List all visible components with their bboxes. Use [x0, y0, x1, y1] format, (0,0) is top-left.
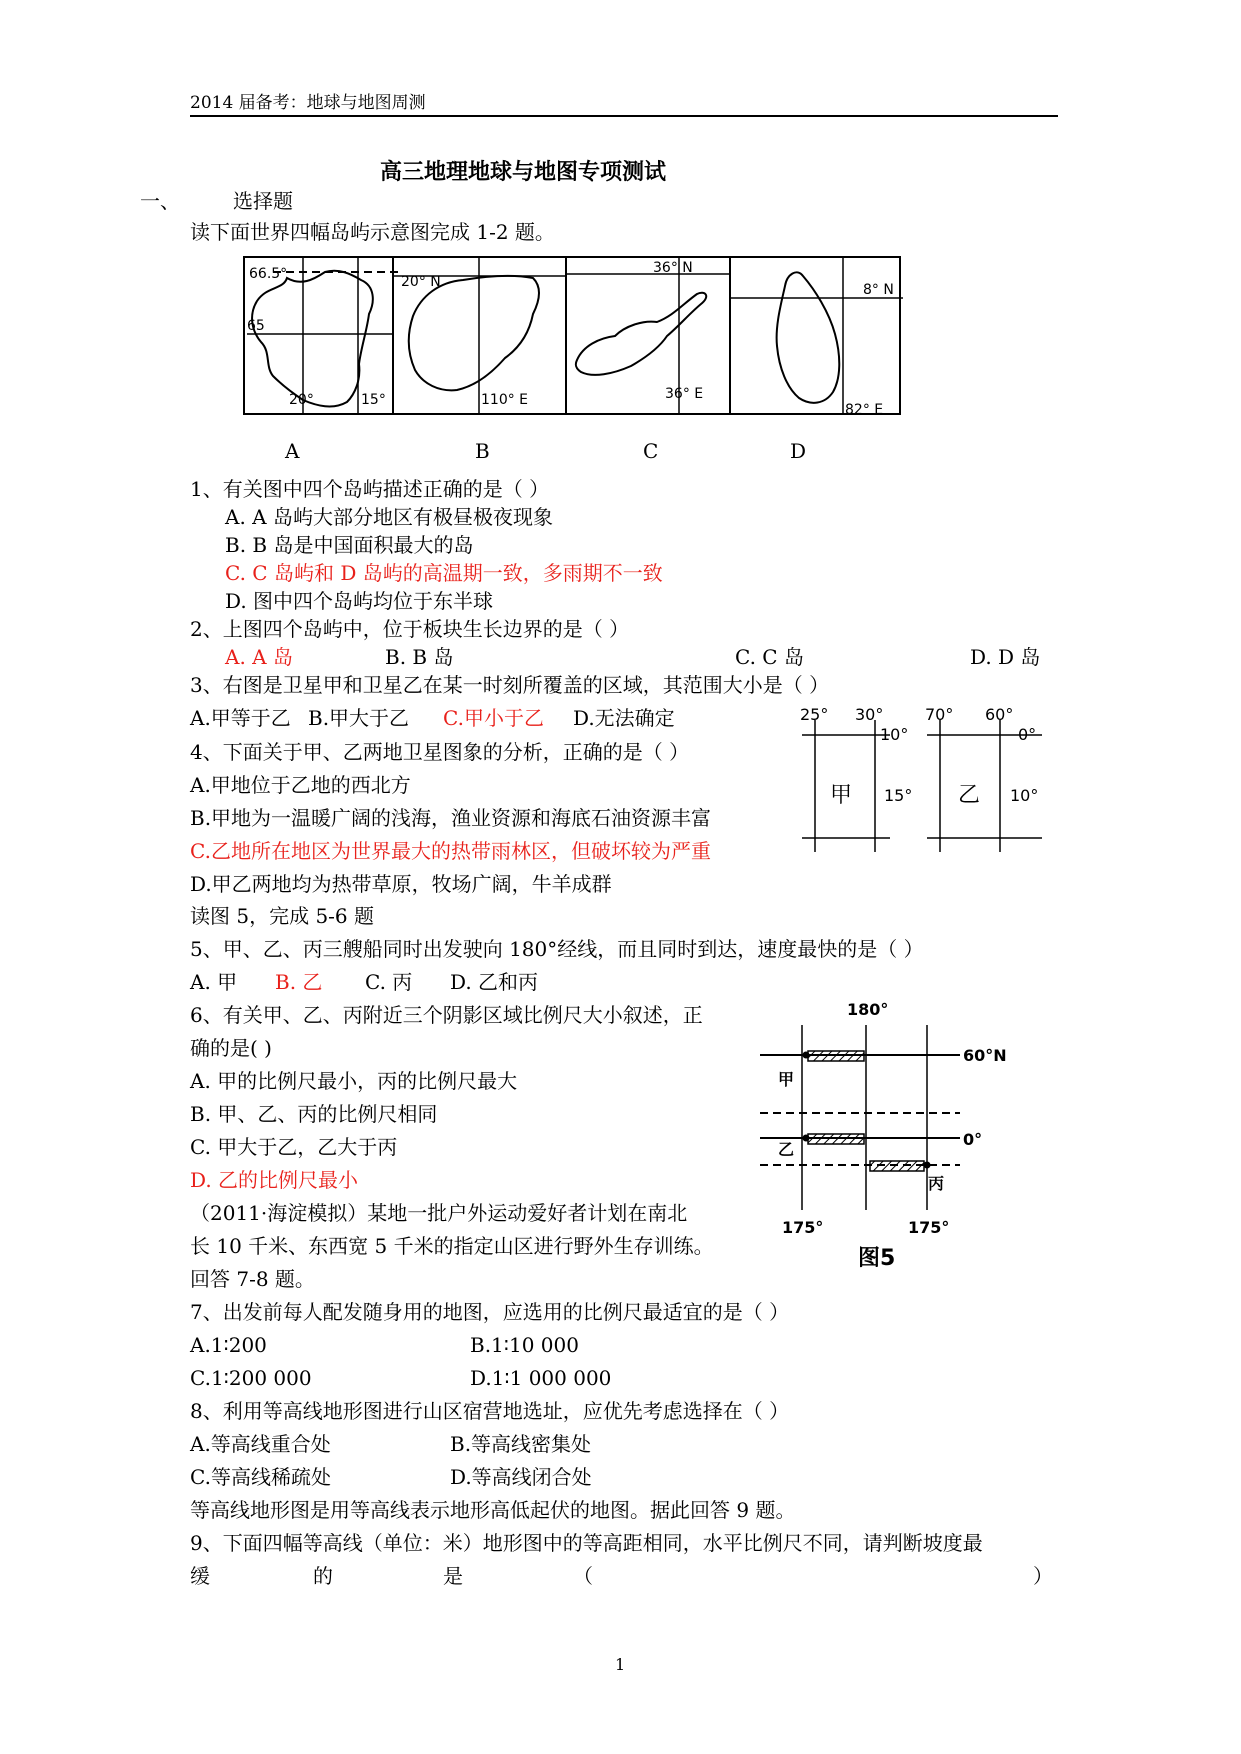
q1-option-b: B. B 岛是中国面积最大的岛 — [225, 533, 474, 557]
fig5-ship-bing-label: 丙 — [928, 1174, 945, 1193]
q4-option-c-answer: C.乙地所在地区为世界最大的热带雨林区，但破坏较为严重 — [190, 839, 711, 863]
intro-q7-8-line3: 回答 7-8 题。 — [190, 1267, 315, 1291]
q1-option-a: A. A 岛屿大部分地区有极昼极夜现象 — [225, 505, 553, 529]
q6-stem-line2: 确的是( ) — [190, 1036, 272, 1060]
fig5-bottom-right-lon: 175° — [908, 1218, 950, 1237]
q7-option-b: B.1∶10 000 — [470, 1333, 579, 1357]
q5-stem: 5、甲、乙、丙三艘船同时出发驶向 180°经线，而且同时到达，速度最快的是（ ） — [190, 937, 924, 961]
q5-option-c: C. 丙 — [365, 970, 413, 994]
q4-option-a: A.甲地位于乙地的西北方 — [190, 773, 411, 797]
q7-stem: 7、出发前每人配发随身用的地图，应选用的比例尺最适宜的是（ ） — [190, 1300, 790, 1324]
ship-bing-arrow — [870, 1161, 924, 1171]
islands-figure — [243, 256, 903, 418]
island-c-outline — [576, 293, 706, 375]
section-label: 选择题 — [233, 189, 293, 213]
island-a-outline — [252, 271, 373, 407]
island-c-lat: 36° N — [653, 260, 693, 276]
q2-option-a-answer: A. A 岛 — [225, 645, 293, 669]
q8-option-b: B.等高线密集处 — [450, 1432, 592, 1456]
fig5-lat-60: 60°N — [963, 1046, 1007, 1065]
yi-lat-bottom: 10° — [1010, 786, 1039, 805]
fig5-ship-jia-label: 甲 — [778, 1070, 795, 1089]
q3-option-c-answer: C.甲小于乙 — [443, 706, 544, 730]
ship-jia-arrow — [808, 1051, 864, 1061]
island-b-lon: 110° E — [481, 392, 529, 408]
fig5-ship-yi-label: 乙 — [778, 1140, 795, 1159]
ship-yi-arrow — [808, 1134, 864, 1144]
yi-lon-left: 70° — [925, 705, 954, 724]
intro-q7-8-line1: （2011·海淀模拟）某地一批户外运动爱好者计划在南北 — [190, 1201, 688, 1225]
page-title: 高三地理地球与地图专项测试 — [380, 160, 667, 185]
island-b-panel — [393, 257, 566, 414]
island-d-panel — [730, 257, 903, 418]
island-b-lat: 20° N — [401, 274, 441, 290]
q4-option-d: D.甲乙两地均为热带草原，牧场广阔，牛羊成群 — [190, 872, 612, 896]
island-caption-a: A — [285, 439, 300, 463]
q6-option-a: A. 甲的比例尺最小，丙的比例尺最大 — [190, 1069, 518, 1093]
q8-option-a: A.等高线重合处 — [190, 1432, 331, 1456]
q5-option-d: D. 乙和丙 — [450, 970, 539, 994]
island-a-lon-left: 20° — [289, 392, 314, 408]
q1-stem: 1、有关图中四个岛屿描述正确的是（ ） — [190, 477, 550, 501]
q8-option-d: D.等高线闭合处 — [450, 1465, 592, 1489]
q9-stem-word-3: 是 — [443, 1564, 463, 1588]
q4-stem: 4、下面关于甲、乙两地卫星图象的分析，正确的是（ ） — [190, 740, 690, 764]
q3-stem: 3、右图是卫星甲和卫星乙在某一时刻所覆盖的区域，其范围大小是（ ） — [190, 673, 830, 697]
island-d-lon: 82° E — [845, 402, 884, 418]
yi-lon-right: 60° — [985, 705, 1014, 724]
jia-lat-top: 10° — [880, 725, 909, 744]
q3-option-b: B.甲大于乙 — [308, 706, 410, 730]
q9-stem-word-2: 的 — [313, 1564, 333, 1588]
q1-option-c-answer: C. C 岛屿和 D 岛屿的高温期一致，多雨期不一致 — [225, 561, 663, 585]
running-header: 2014 届备考：地球与地图周测 — [190, 93, 426, 113]
ship-bing-dot — [924, 1162, 931, 1169]
header-rule — [190, 115, 1058, 117]
q4-option-b: B.甲地为一温暖广阔的浅海，渔业资源和海底石油资源丰富 — [190, 806, 712, 830]
q3-option-d: D.无法确定 — [573, 706, 675, 730]
q9-stem-word-1: 缓 — [190, 1564, 210, 1588]
jia-lat-bottom: 15° — [884, 786, 913, 805]
q1-option-d: D. 图中四个岛屿均位于东半球 — [225, 589, 494, 613]
yi-lat-top: 0° — [1018, 725, 1037, 744]
island-a-panel — [247, 257, 403, 414]
q9-stem-word-5: ） — [1033, 1564, 1053, 1588]
section-number: 一、 — [140, 189, 180, 213]
q9-stem-word-4: （ — [573, 1564, 593, 1588]
q9-stem-line1: 9、下面四幅等高线（单位：米）地形图中的等高距相同，水平比例尺不同，请判断坡度最 — [190, 1531, 983, 1555]
q8-option-c: C.等高线稀疏处 — [190, 1465, 331, 1489]
fig5-bottom-left-lon: 175° — [782, 1218, 824, 1237]
island-d-outline — [777, 272, 840, 402]
island-caption-b: B — [475, 439, 490, 463]
island-a-lat-top: 66.5° — [249, 266, 288, 282]
q7-option-c: C.1∶200 000 — [190, 1366, 312, 1390]
q7-option-d: D.1∶1 000 000 — [470, 1366, 612, 1390]
q6-option-b: B. 甲、乙、丙的比例尺相同 — [190, 1102, 438, 1126]
q2-option-c: C. C 岛 — [735, 645, 804, 669]
q2-stem: 2、上图四个岛屿中，位于板块生长边界的是（ ） — [190, 617, 630, 641]
page-number: 1 — [615, 1655, 626, 1674]
jia-lon-left: 25° — [800, 705, 829, 724]
island-a-lon-right: 15° — [361, 392, 386, 408]
island-c-panel — [566, 257, 730, 414]
fig5-top-lon: 180° — [847, 1000, 889, 1019]
island-a-lat-mid: 65 — [247, 318, 265, 334]
satellite-coverage-figure — [800, 700, 1062, 860]
jia-lon-right: 30° — [855, 705, 884, 724]
satellite-jia-label: 甲 — [830, 783, 853, 808]
q2-option-d: D. D 岛 — [970, 645, 1041, 669]
island-c-lon: 36° E — [665, 386, 704, 402]
intro-q9: 等高线地形图是用等高线表示地形高低起伏的地图。据此回答 9 题。 — [190, 1498, 796, 1522]
intro-q5-6: 读图 5，完成 5-6 题 — [190, 904, 375, 928]
q7-option-a: A.1∶200 — [190, 1333, 267, 1357]
satellite-yi-label: 乙 — [958, 783, 981, 808]
fig5-lat-0: 0° — [963, 1130, 983, 1149]
intro-q1-2: 读下面世界四幅岛屿示意图完成 1-2 题。 — [190, 220, 555, 244]
q6-option-d-answer: D. 乙的比例尺最小 — [190, 1168, 359, 1192]
islands-frame — [244, 257, 900, 414]
island-b-outline — [409, 276, 539, 390]
island-caption-c: C — [643, 439, 659, 463]
figure-5-map — [760, 995, 1025, 1285]
q6-option-c: C. 甲大于乙，乙大于丙 — [190, 1135, 398, 1159]
ship-yi-dot — [803, 1135, 810, 1142]
intro-q7-8-line2: 长 10 千米、东西宽 5 千米的指定山区进行野外生存训练。 — [190, 1234, 714, 1258]
q5-option-a: A. 甲 — [190, 970, 238, 994]
fig5-caption: 图5 — [858, 1246, 896, 1271]
q6-stem-line1: 6、有关甲、乙、丙附近三个阴影区域比例尺大小叙述，正 — [190, 1003, 703, 1027]
q3-option-a: A.甲等于乙 — [190, 706, 291, 730]
island-d-lat: 8° N — [863, 282, 894, 298]
island-caption-d: D — [790, 439, 807, 463]
q5-option-b-answer: B. 乙 — [275, 970, 323, 994]
ship-jia-dot — [803, 1052, 810, 1059]
q8-stem: 8、利用等高线地形图进行山区宿营地选址，应优先考虑选择在（ ） — [190, 1399, 790, 1423]
q2-option-b: B. B 岛 — [385, 645, 454, 669]
